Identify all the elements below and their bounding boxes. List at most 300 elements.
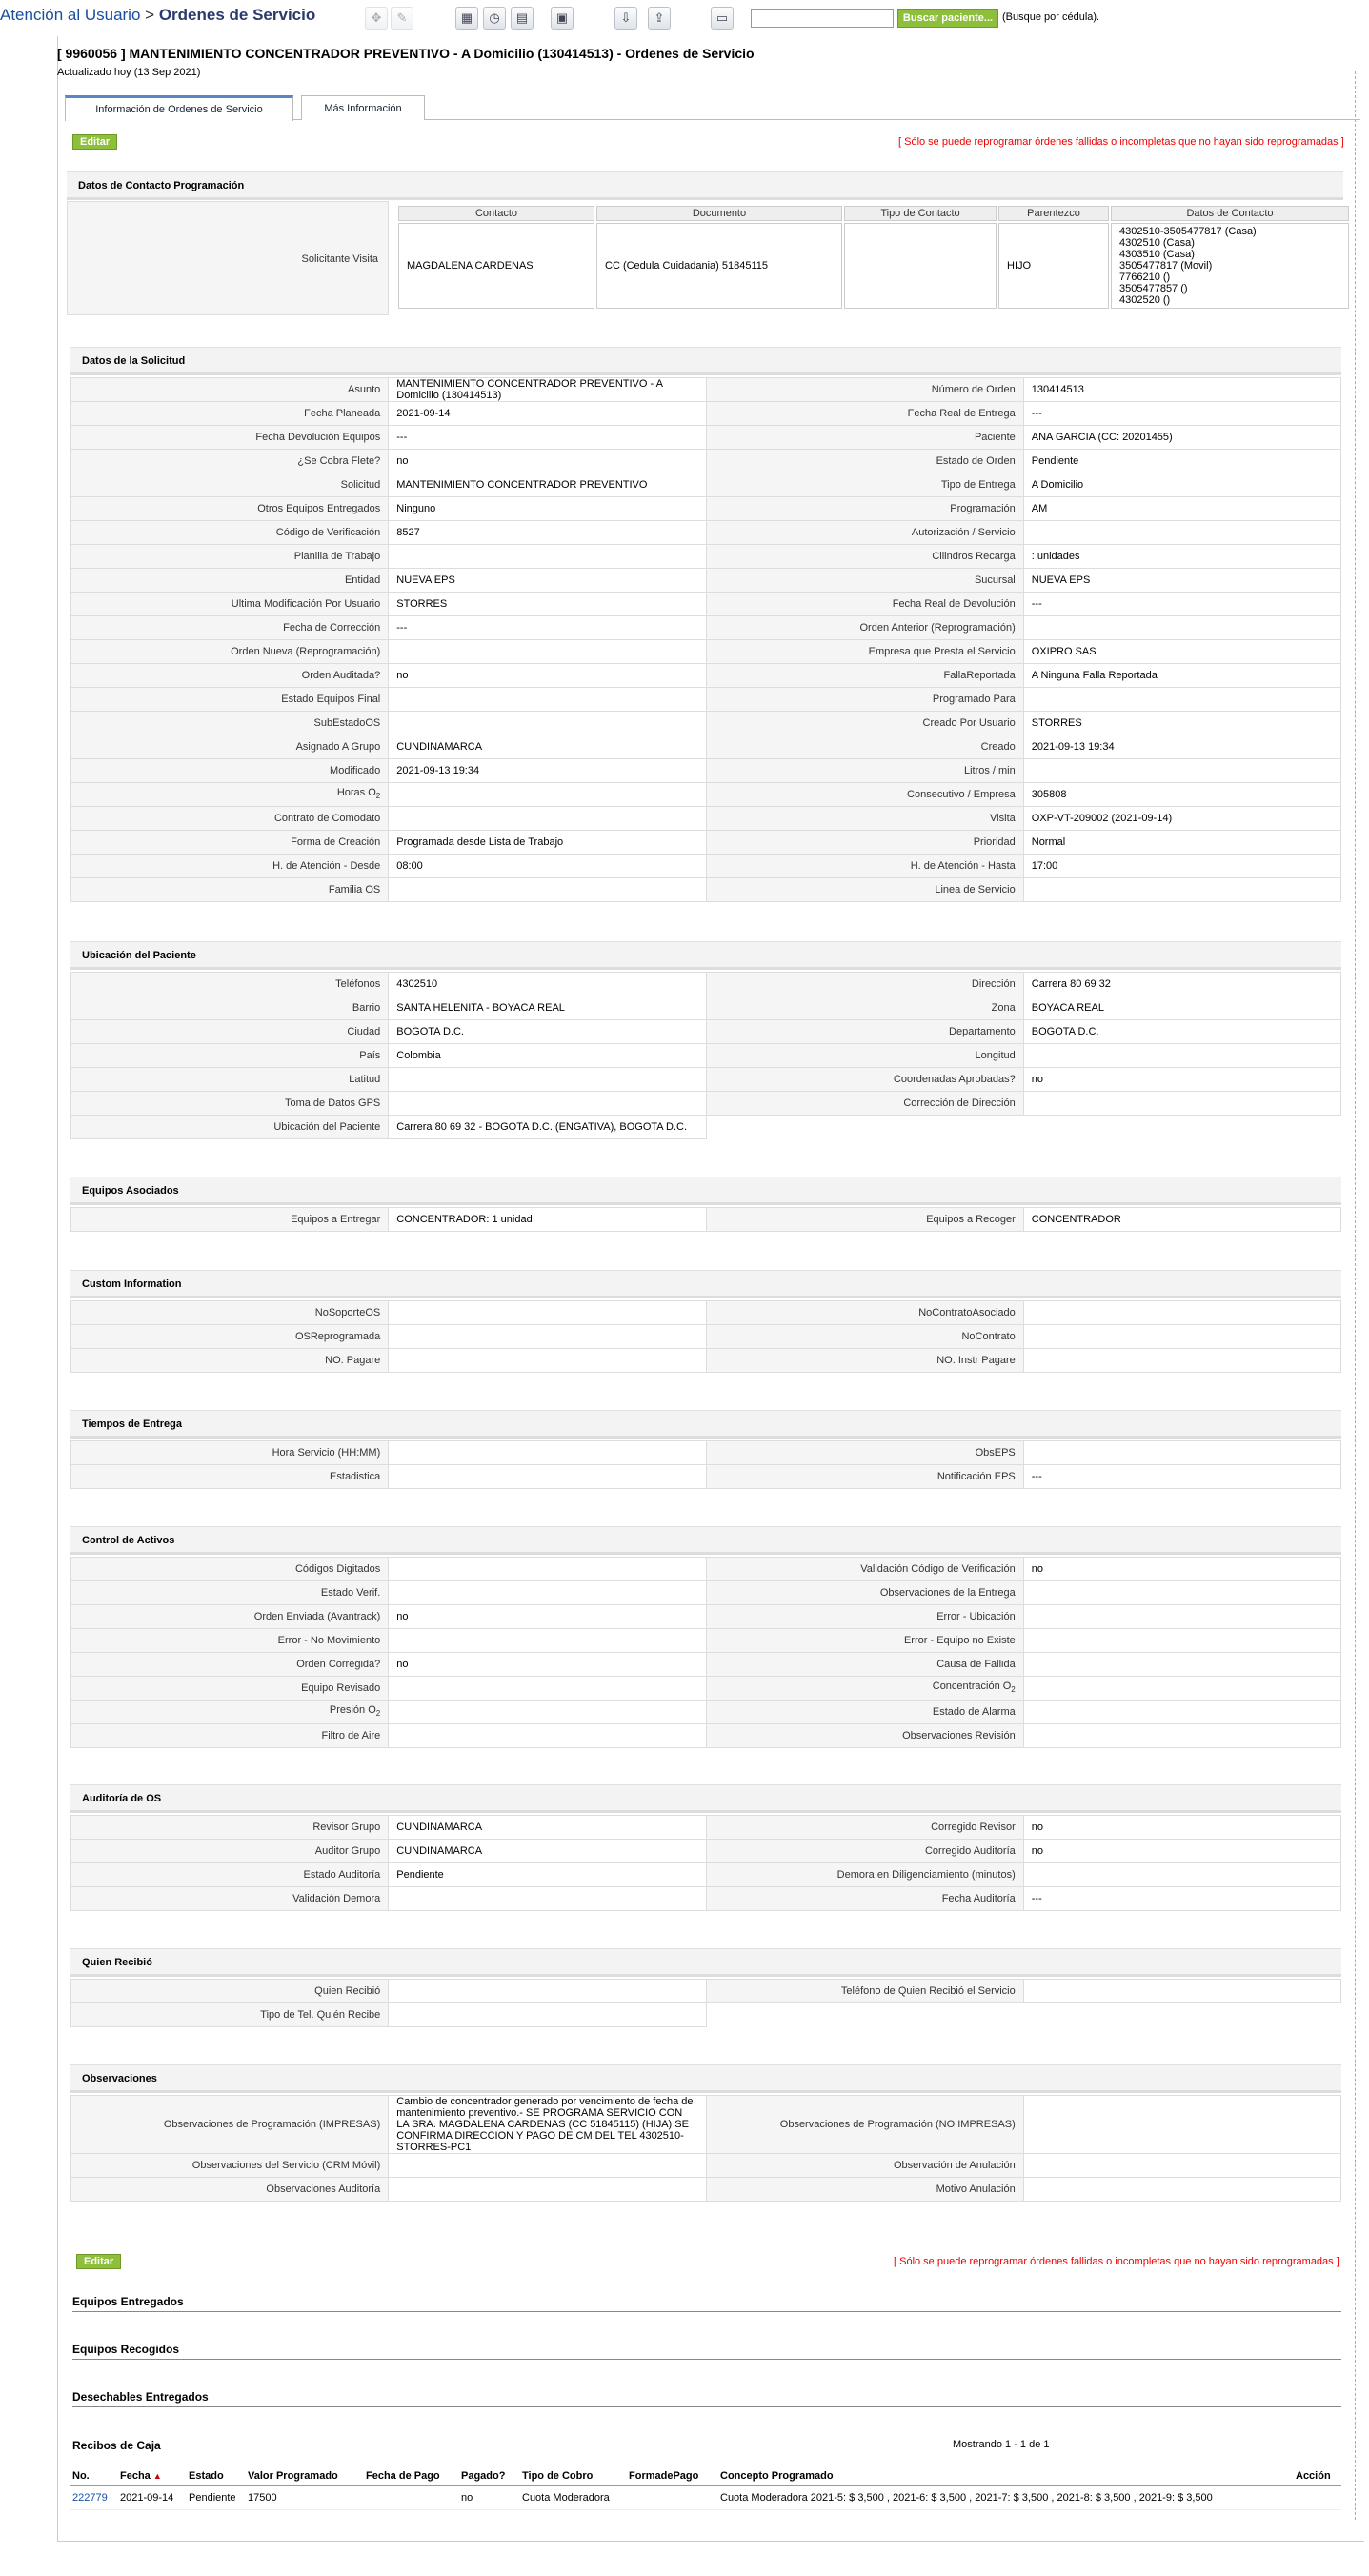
calendar-icon[interactable]: ▦ <box>455 7 478 30</box>
form-row <box>71 545 1341 569</box>
label-numero-de-orden: Número de Orden <box>706 378 1023 402</box>
label-fecha-planeada: Fecha Planeada <box>71 402 389 426</box>
value-observaciones-revision <box>1023 1724 1340 1748</box>
value-creado: 2021-09-13 19:34 <box>1023 735 1340 759</box>
col-tipo-cobro[interactable]: Tipo de Cobro <box>520 2467 627 2485</box>
value-motivo-anulacion <box>1023 2178 1340 2202</box>
section-header-ubicacion: Ubicación del Paciente <box>70 941 1341 970</box>
label-orden-enviada-avantrack: Orden Enviada (Avantrack) <box>71 1605 389 1629</box>
label-forma-de-creacion: Forma de Creación <box>71 831 389 855</box>
form-row <box>71 1724 1341 1748</box>
form-row <box>71 735 1341 759</box>
form-row <box>71 378 1341 402</box>
value-programacion: AM <box>1023 497 1340 521</box>
contact-phone: 7766210 () <box>1119 272 1171 283</box>
form-row <box>71 1701 1341 1724</box>
form-row <box>71 1863 1341 1887</box>
label-equipos-a-recoger: Equipos a Recoger <box>706 1208 1023 1232</box>
label-demora-en-diligenciamiento-minutos: Demora en Diligenciamiento (minutos) <box>706 1863 1023 1887</box>
value-no-pagare <box>389 1349 706 1373</box>
section-header-solicitud: Datos de la Solicitud <box>70 347 1341 375</box>
form-row <box>71 831 1341 855</box>
form-row <box>71 426 1341 450</box>
contact-relation: HIJO <box>998 223 1109 309</box>
value-tipo-de-tel-quien-recibe <box>389 2003 706 2027</box>
value-correccion-de-direccion <box>1023 1092 1340 1116</box>
section-header-tiempos: Tiempos de Entrega <box>70 1410 1341 1439</box>
value-subestadoos <box>389 712 706 735</box>
label-hora-servicio-hh-mm: Hora Servicio (HH:MM) <box>71 1441 389 1465</box>
value-observaciones-de-la-entrega <box>1023 1581 1340 1605</box>
value-estado-equipos-final <box>389 688 706 712</box>
contact-table <box>396 204 1351 311</box>
label-revisor-grupo: Revisor Grupo <box>71 1816 389 1840</box>
label-corregido-revisor: Corregido Revisor <box>706 1816 1023 1840</box>
value-observaciones-del-servicio-crm-movil <box>389 2154 706 2178</box>
value-orden-auditada: no <box>389 664 706 688</box>
col-forma-pago[interactable]: FormadePago <box>627 2467 718 2485</box>
label-contrato-de-comodato: Contrato de Comodato <box>71 807 389 831</box>
value-concentracion-o2 <box>1023 1677 1340 1701</box>
edit-pencil-icon[interactable]: ✎ <box>391 7 413 30</box>
value-longitud <box>1023 1044 1340 1068</box>
label-telefono-de-quien-recibio-el-servicio: Teléfono de Quien Recibió el Servicio <box>706 1980 1023 2003</box>
form-row <box>71 1020 1341 1044</box>
value-fecha-devolucion-equipos: --- <box>389 426 706 450</box>
contact-col-contacto: Contacto <box>398 206 594 221</box>
section-header-equipos: Equipos Asociados <box>70 1177 1341 1205</box>
label-creado: Creado <box>706 735 1023 759</box>
label-programacion: Programación <box>706 497 1023 521</box>
value-programado-para <box>1023 688 1340 712</box>
value-numero-de-orden: 130414513 <box>1023 378 1340 402</box>
table-ubicacion <box>70 972 1341 1139</box>
divider <box>72 2311 1341 2312</box>
value-linea-de-servicio <box>1023 878 1340 902</box>
recibos-heading: Recibos de Caja <box>72 2439 161 2452</box>
tab-bar <box>65 95 1360 120</box>
value-toma-de-datos-gps <box>389 1092 706 1116</box>
form-row <box>71 1301 1341 1325</box>
label-subestadoos: SubEstadoOS <box>71 712 389 735</box>
equipos-entregados-heading: Equipos Entregados <box>72 2295 184 2308</box>
label-estado-de-alarma: Estado de Alarma <box>706 1701 1023 1724</box>
form-row <box>71 1092 1341 1116</box>
value-solicitud: MANTENIMIENTO CONCENTRADOR PREVENTIVO <box>389 473 706 497</box>
form-row <box>71 1605 1341 1629</box>
form-row <box>71 1044 1341 1068</box>
upload-icon[interactable]: ⇪ <box>648 7 671 30</box>
contact-col-parentezco: Parentezco <box>998 206 1109 221</box>
value-autorizacion-servicio <box>1023 521 1340 545</box>
form-row <box>71 664 1341 688</box>
value-consecutivo-empresa: 305808 <box>1023 783 1340 807</box>
value-latitud <box>389 1068 706 1092</box>
value-paciente: ANA GARCIA (CC: 20201455) <box>1023 426 1340 450</box>
label-estado-auditoria: Estado Auditoría <box>71 1863 389 1887</box>
empty-cell <box>1023 2003 1340 2027</box>
label-longitud: Longitud <box>706 1044 1023 1068</box>
value-asignado-a-grupo: CUNDINAMARCA <box>389 735 706 759</box>
label-cilindros-recarga: Cilindros Recarga <box>706 545 1023 569</box>
label-departamento: Departamento <box>706 1020 1023 1044</box>
label-filtro-de-aire: Filtro de Aire <box>71 1724 389 1748</box>
value-equipos-a-recoger: CONCENTRADOR <box>1023 1208 1340 1232</box>
recibo-forma-pago <box>627 2485 718 2510</box>
value-no-instr-pagare <box>1023 1349 1340 1373</box>
col-estado[interactable]: Estado <box>187 2467 246 2485</box>
contact-document: CC (Cedula Cuidadania) 51845115 <box>596 223 842 309</box>
label-corregido-auditoria: Corregido Auditoría <box>706 1840 1023 1863</box>
value-osreprogramada <box>389 1325 706 1349</box>
label-solicitud: Solicitud <box>71 473 389 497</box>
label-causa-de-fallida: Causa de Fallida <box>706 1653 1023 1677</box>
solicitante-visita-label: Solicitante Visita <box>67 201 389 315</box>
col-fecha[interactable] <box>118 2467 187 2485</box>
breadcrumb-root[interactable]: Atención al Usuario <box>0 6 141 24</box>
label-asignado-a-grupo: Asignado A Grupo <box>71 735 389 759</box>
table-auditoria <box>70 1815 1341 1911</box>
search-input[interactable] <box>751 9 894 28</box>
form-row <box>71 1208 1341 1232</box>
monitor-icon[interactable]: ▭ <box>711 7 734 30</box>
contact-col-tipo: Tipo de Contacto <box>844 206 997 221</box>
value-observaciones-auditoria <box>389 2178 706 2202</box>
recibo-number-link[interactable]: 222779 <box>70 2485 118 2510</box>
desechables-heading: Desechables Entregados <box>72 2390 209 2404</box>
value-observacion-de-anulacion <box>1023 2154 1340 2178</box>
col-concepto[interactable]: Concepto Programado <box>718 2467 1294 2485</box>
value-quien-recibio <box>389 1980 706 2003</box>
value-otros-equipos-entregados: Ninguno <box>389 497 706 521</box>
value-filtro-de-aire <box>389 1724 706 1748</box>
section-header-observaciones: Observaciones <box>70 2064 1341 2093</box>
label-asunto: Asunto <box>71 378 389 402</box>
value-fecha-de-correccion: --- <box>389 616 706 640</box>
label-tipo-de-tel-quien-recibe: Tipo de Tel. Quién Recibe <box>71 2003 389 2027</box>
form-row <box>71 783 1341 807</box>
value-fecha-auditoria: --- <box>1023 1887 1340 1911</box>
label-consecutivo-empresa: Consecutivo / Empresa <box>706 783 1023 807</box>
contact-col-documento: Documento <box>596 206 842 221</box>
clipboard-icon[interactable]: ▣ <box>551 7 574 30</box>
label-planilla-de-trabajo: Planilla de Trabajo <box>71 545 389 569</box>
label-direccion: Dirección <box>706 973 1023 996</box>
form-row <box>71 593 1341 616</box>
label-horas-o2: Horas $O_2$ <box>71 783 389 807</box>
value-creado-por-usuario: STORRES <box>1023 712 1340 735</box>
value-coordenadas-aprobadas: no <box>1023 1068 1340 1092</box>
col-valor[interactable]: Valor Programado <box>246 2467 364 2485</box>
table-observaciones <box>70 2095 1341 2202</box>
col-accion: Acción <box>1294 2467 1341 2485</box>
label-orden-auditada: Orden Auditada? <box>71 664 389 688</box>
label-no-instr-pagare: NO. Instr Pagare <box>706 1349 1023 1373</box>
label-observaciones-de-la-entrega: Observaciones de la Entrega <box>706 1581 1023 1605</box>
label-linea-de-servicio: Linea de Servicio <box>706 878 1023 902</box>
recibo-fecha-pago <box>364 2485 459 2510</box>
value-ultima-modificacion-por-usuario: STORRES <box>389 593 706 616</box>
label-fecha-auditoria: Fecha Auditoría <box>706 1887 1023 1911</box>
form-row <box>71 1441 1341 1465</box>
label-modificado: Modificado <box>71 759 389 783</box>
value-h-de-atencion-hasta: 17:00 <box>1023 855 1340 878</box>
value-estado-de-alarma <box>1023 1701 1340 1724</box>
updated-label: Actualizado hoy (13 Sep 2021) <box>57 67 201 78</box>
label-correccion-de-direccion: Corrección de Dirección <box>706 1092 1023 1116</box>
divider <box>72 2406 1341 2407</box>
label-orden-anterior-reprogramacion: Orden Anterior (Reprogramación) <box>706 616 1023 640</box>
label-observaciones-del-servicio-crm-movil: Observaciones del Servicio (CRM Móvil) <box>71 2154 389 2178</box>
value-familia-os <box>389 878 706 902</box>
value-nosoporteos <box>389 1301 706 1325</box>
form-row <box>71 1677 1341 1701</box>
label-otros-equipos-entregados: Otros Equipos Entregados <box>71 497 389 521</box>
label-empresa-que-presta-el-servicio: Empresa que Presta el Servicio <box>706 640 1023 664</box>
form-row <box>71 2178 1341 2202</box>
label-paciente: Paciente <box>706 426 1023 450</box>
label-observaciones-de-programacion-impresas: Observaciones de Programación (IMPRESAS) <box>71 2096 389 2154</box>
recibo-pagado: no <box>459 2485 520 2510</box>
col-fecha-pago[interactable]: Fecha de Pago <box>364 2467 459 2485</box>
recibo-estado: Pendiente <box>187 2485 246 2510</box>
value-error-equipo-no-existe <box>1023 1629 1340 1653</box>
value-prioridad: Normal <box>1023 831 1340 855</box>
label-latitud: Latitud <box>71 1068 389 1092</box>
label-ciudad: Ciudad <box>71 1020 389 1044</box>
label-observaciones-auditoria: Observaciones Auditoría <box>71 2178 389 2202</box>
form-row <box>71 640 1341 664</box>
value-departamento: BOGOTA D.C. <box>1023 1020 1340 1044</box>
label-telefonos: Teléfonos <box>71 973 389 996</box>
col-no[interactable]: No. <box>70 2467 118 2485</box>
value-revisor-grupo: CUNDINAMARCA <box>389 1816 706 1840</box>
form-row <box>71 1349 1341 1373</box>
form-row <box>71 1581 1341 1605</box>
form-row <box>71 1840 1341 1863</box>
label-barrio: Barrio <box>71 996 389 1020</box>
clock-icon[interactable]: ◷ <box>483 7 506 30</box>
form-row <box>71 1068 1341 1092</box>
form-row <box>71 878 1341 902</box>
value-telefonos: 4302510 <box>389 973 706 996</box>
label-estado-de-orden: Estado de Orden <box>706 450 1023 473</box>
label-equipos-a-entregar: Equipos a Entregar <box>71 1208 389 1232</box>
contact-name: MAGDALENA CARDENAS <box>398 223 594 309</box>
value-corregido-revisor: no <box>1023 1816 1340 1840</box>
form-row <box>71 996 1341 1020</box>
label-coordenadas-aprobadas: Coordenadas Aprobadas? <box>706 1068 1023 1092</box>
label-codigos-digitados: Códigos Digitados <box>71 1558 389 1581</box>
table-tiempos <box>70 1440 1341 1489</box>
col-pagado[interactable]: Pagado? <box>459 2467 520 2485</box>
form-row <box>71 1116 1341 1139</box>
breadcrumb-separator: > <box>145 6 155 24</box>
value-forma-de-creacion: Programada desde Lista de Trabajo <box>389 831 706 855</box>
value-obseps <box>1023 1441 1340 1465</box>
value-se-cobra-flete: no <box>389 450 706 473</box>
label-observacion-de-anulacion: Observación de Anulación <box>706 2154 1023 2178</box>
contact-phone: 3505477857 () <box>1119 283 1188 294</box>
contact-type <box>844 223 997 309</box>
value-cilindros-recarga: : unidades <box>1023 545 1340 569</box>
label-estado-verif: Estado Verif. <box>71 1581 389 1605</box>
value-codigo-de-verificacion: 8527 <box>389 521 706 545</box>
label-familia-os: Familia OS <box>71 878 389 902</box>
breadcrumb <box>0 6 315 25</box>
edit-button-bottom[interactable]: Editar <box>76 2254 121 2269</box>
form-row <box>71 1558 1341 1581</box>
value-orden-enviada-avantrack: no <box>389 1605 706 1629</box>
col-fecha-label: Fecha <box>120 2470 151 2482</box>
label-pais: País <box>71 1044 389 1068</box>
value-visita: OXP-VT-209002 (2021-09-14) <box>1023 807 1340 831</box>
label-observaciones-de-programacion-no-impresas: Observaciones de Programación (NO IMPRESAS) <box>706 2096 1023 2154</box>
label-prioridad: Prioridad <box>706 831 1023 855</box>
value-estadistica <box>389 1465 706 1489</box>
form-row <box>71 2096 1341 2154</box>
value-planilla-de-trabajo <box>389 545 706 569</box>
label-se-cobra-flete: ¿Se Cobra Flete? <box>71 450 389 473</box>
value-nocontrato <box>1023 1325 1340 1349</box>
value-entidad: NUEVA EPS <box>389 569 706 593</box>
label-nosoporteos: NoSoporteOS <box>71 1301 389 1325</box>
form-row <box>71 855 1341 878</box>
label-orden-corregida: Orden Corregida? <box>71 1653 389 1677</box>
value-causa-de-fallida <box>1023 1653 1340 1677</box>
page-title: [ 9960056 ] MANTENIMIENTO CONCENTRADOR PREVENTIVO - A Domicilio (130414513) - Ordenes de Servicio <box>57 46 755 61</box>
table-solicitud <box>70 377 1341 902</box>
label-ultima-modificacion-por-usuario: Ultima Modificación Por Usuario <box>71 593 389 616</box>
form-row <box>71 1325 1341 1349</box>
label-error-no-movimiento: Error - No Movimiento <box>71 1629 389 1653</box>
value-hora-servicio-hh-mm <box>389 1441 706 1465</box>
label-creado-por-usuario: Creado Por Usuario <box>706 712 1023 735</box>
value-ciudad: BOGOTA D.C. <box>389 1020 706 1044</box>
value-sucursal: NUEVA EPS <box>1023 569 1340 593</box>
value-asunto: MANTENIMIENTO CONCENTRADOR PREVENTIVO - A Domicilio (130414513) <box>389 378 706 402</box>
empty-cell <box>1023 1116 1340 1139</box>
label-estadistica: Estadistica <box>71 1465 389 1489</box>
label-obseps: ObsEPS <box>706 1441 1023 1465</box>
tab-mas-informacion[interactable]: Más Información <box>301 95 425 120</box>
recibo-accion <box>1294 2485 1341 2510</box>
value-h-de-atencion-desde: 08:00 <box>389 855 706 878</box>
label-fallareportada: FallaReportada <box>706 664 1023 688</box>
label-litros-min: Litros / min <box>706 759 1023 783</box>
form-row <box>71 2154 1341 2178</box>
sort-up-icon: ▲ <box>152 2471 162 2481</box>
label-fecha-devolucion-equipos: Fecha Devolución Equipos <box>71 426 389 450</box>
print-icon[interactable]: ▤ <box>511 7 534 30</box>
value-fecha-real-de-entrega: --- <box>1023 402 1340 426</box>
label-nocontrato: NoContrato <box>706 1325 1023 1349</box>
value-estado-de-orden: Pendiente <box>1023 450 1340 473</box>
recibo-fecha: 2021-09-14 <box>118 2485 187 2510</box>
search-hint: (Busque por cédula). <box>1002 11 1100 23</box>
form-row <box>71 1465 1341 1489</box>
table-row <box>70 2485 1341 2510</box>
label-quien-recibio: Quien Recibió <box>71 1980 389 2003</box>
value-tipo-de-entrega: A Domicilio <box>1023 473 1340 497</box>
label-h-de-atencion-hasta: H. de Atención - Hasta <box>706 855 1023 878</box>
label-codigo-de-verificacion: Código de Verificación <box>71 521 389 545</box>
value-telefono-de-quien-recibio-el-servicio <box>1023 1980 1340 2003</box>
section-header-contacto: Datos de Contacto Programación <box>67 171 1343 200</box>
form-row <box>71 1980 1341 2003</box>
form-row <box>71 1816 1341 1840</box>
value-orden-corregida: no <box>389 1653 706 1677</box>
value-error-no-movimiento <box>389 1629 706 1653</box>
value-notificacion-eps: --- <box>1023 1465 1340 1489</box>
form-row <box>71 569 1341 593</box>
label-error-ubicacion: Error - Ubicación <box>706 1605 1023 1629</box>
table-activos <box>70 1557 1341 1748</box>
value-horas-o2 <box>389 783 706 807</box>
value-validacion-codigo-de-verificacion: no <box>1023 1558 1340 1581</box>
divider <box>72 2359 1341 2360</box>
label-observaciones-revision: Observaciones Revisión <box>706 1724 1023 1748</box>
form-row <box>71 450 1341 473</box>
value-orden-anterior-reprogramacion <box>1023 616 1340 640</box>
table-equipos <box>70 1207 1341 1232</box>
breadcrumb-current: Ordenes de Servicio <box>158 6 316 24</box>
contact-phone: 3505477817 (Movil) <box>1119 260 1213 272</box>
label-toma-de-datos-gps: Toma de Datos GPS <box>71 1092 389 1116</box>
section-header-auditoria: Auditoría de OS <box>70 1784 1341 1813</box>
section-header-quien: Quien Recibió <box>70 1948 1341 1977</box>
label-validacion-codigo-de-verificacion: Validación Código de Verificación <box>706 1558 1023 1581</box>
value-contrato-de-comodato <box>389 807 706 831</box>
contact-phone: 4302510 (Casa) <box>1119 237 1195 249</box>
search-patient-button[interactable]: Buscar paciente... <box>897 9 998 28</box>
move-icon[interactable]: ✥ <box>365 7 388 30</box>
reprogram-notice-top: [ Sólo se puede reprogramar órdenes fallidas o incompletas que no hayan sido reprogramadas ] <box>898 136 1344 148</box>
form-row <box>71 1653 1341 1677</box>
value-nocontratoasociado <box>1023 1301 1340 1325</box>
form-row <box>71 1629 1341 1653</box>
value-fecha-planeada: 2021-09-14 <box>389 402 706 426</box>
contact-col-datos: Datos de Contacto <box>1111 206 1349 221</box>
label-tipo-de-entrega: Tipo de Entrega <box>706 473 1023 497</box>
value-orden-nueva-reprogramacion <box>389 640 706 664</box>
label-motivo-anulacion: Motivo Anulación <box>706 2178 1023 2202</box>
edit-button-top[interactable]: Editar <box>72 134 117 150</box>
table-custom <box>70 1300 1341 1373</box>
form-row <box>71 497 1341 521</box>
recibo-concepto: Cuota Moderadora 2021-5: $ 3,500 , 2021-6: $ 3,500 , 2021-7: $ 3,500 , 2021-8: $ 3,500 , 2021-9: $ 3,500 <box>718 2485 1294 2510</box>
value-fallareportada: A Ninguna Falla Reportada <box>1023 664 1340 688</box>
label-orden-nueva-reprogramacion: Orden Nueva (Reprogramación) <box>71 640 389 664</box>
label-presion-o2: Presión $O_2$ <box>71 1701 389 1724</box>
recibos-table <box>70 2467 1341 2510</box>
value-direccion: Carrera 80 69 32 <box>1023 973 1340 996</box>
download-icon[interactable]: ⇩ <box>614 7 637 30</box>
value-fecha-real-de-devolucion: --- <box>1023 593 1340 616</box>
label-notificacion-eps: Notificación EPS <box>706 1465 1023 1489</box>
label-zona: Zona <box>706 996 1023 1020</box>
contact-phone: 4303510 (Casa) <box>1119 249 1195 260</box>
tab-info-ordenes[interactable]: Información de Ordenes de Servicio <box>65 95 293 121</box>
value-corregido-auditoria: no <box>1023 1840 1340 1863</box>
value-pais: Colombia <box>389 1044 706 1068</box>
form-row <box>71 688 1341 712</box>
form-row <box>71 712 1341 735</box>
form-row <box>71 2003 1341 2027</box>
contact-phones <box>1111 223 1349 309</box>
value-equipos-a-entregar: CONCENTRADOR: 1 unidad <box>389 1208 706 1232</box>
value-codigos-digitados <box>389 1558 706 1581</box>
